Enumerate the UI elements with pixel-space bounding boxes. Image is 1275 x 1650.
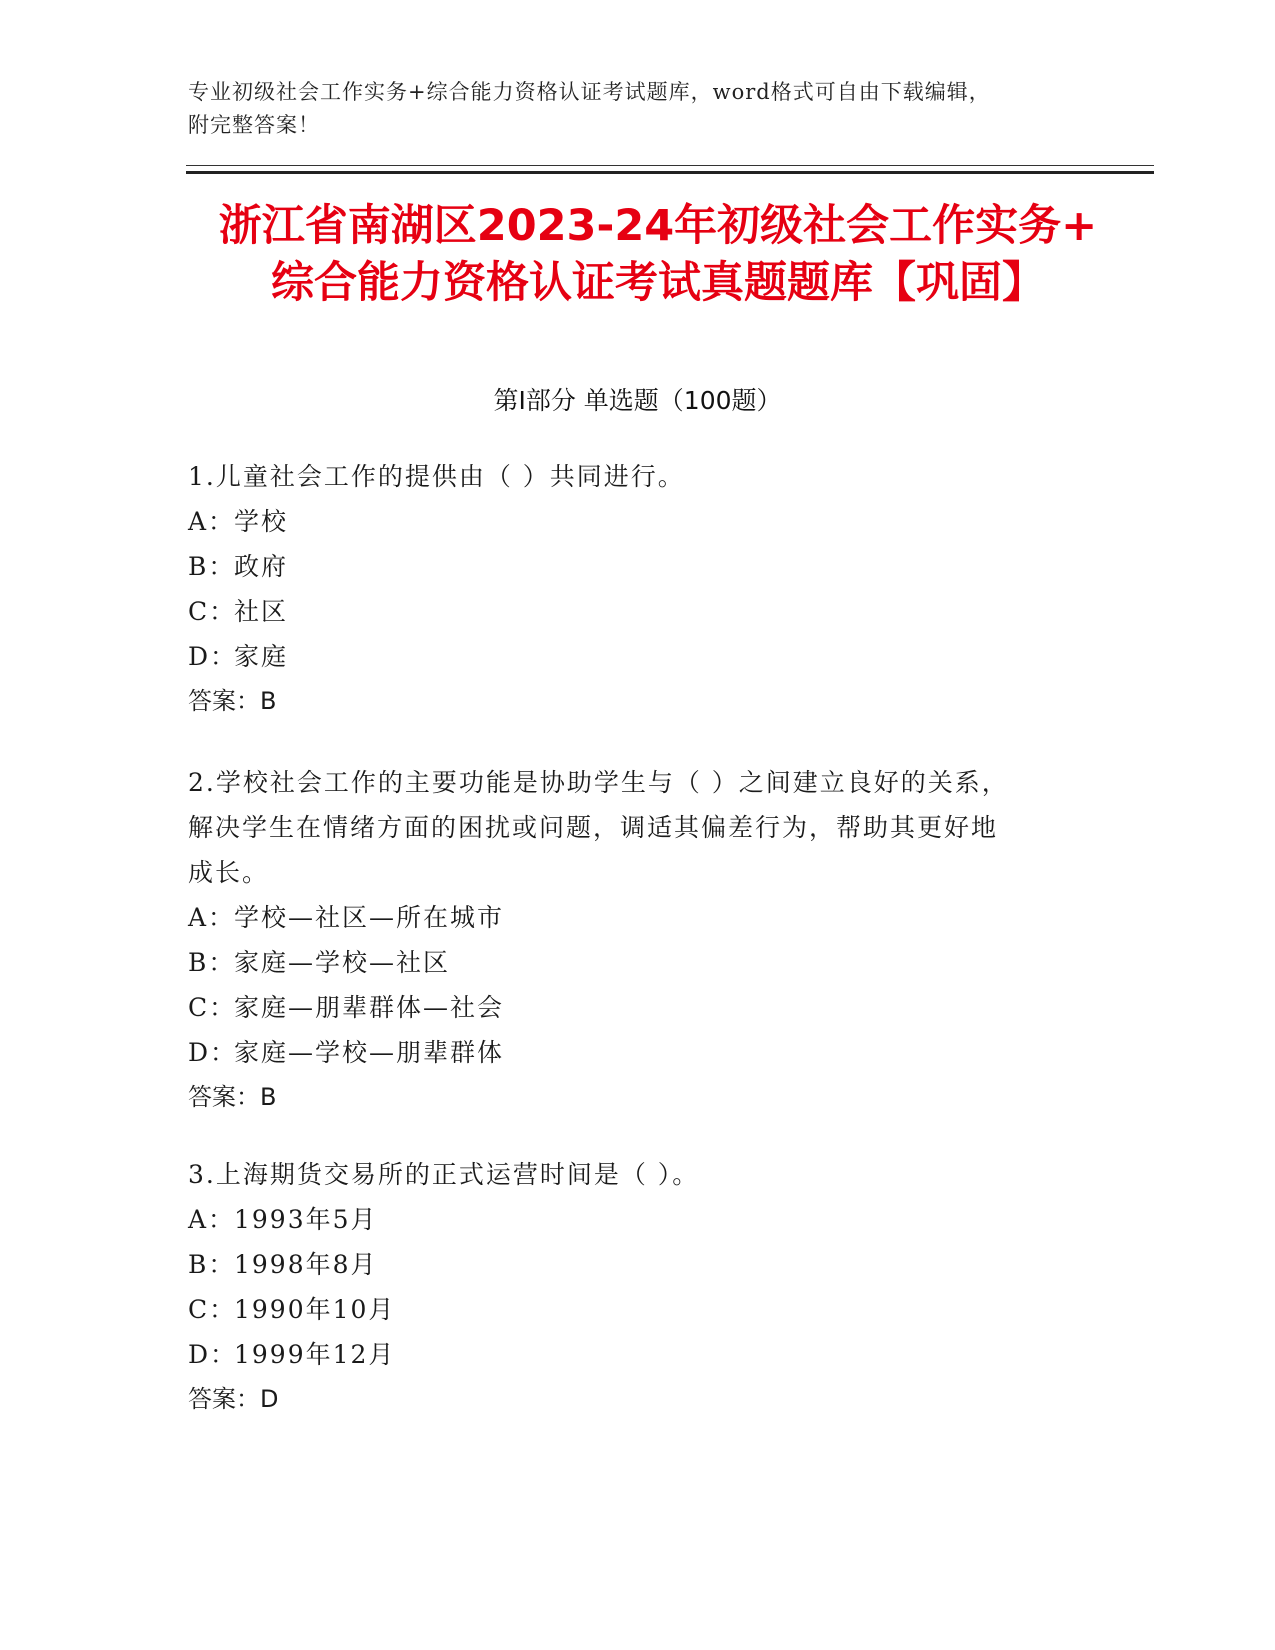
header-note-line1: 专业初级社会工作实务+综合能力资格认证考试题库，word格式可自由下载编辑， xyxy=(188,80,991,104)
option-text: 家庭 xyxy=(234,642,289,671)
option-key: D： xyxy=(188,642,238,671)
question-1 xyxy=(188,454,1068,724)
header-note-line2: 附完整答案！ xyxy=(188,113,320,137)
option-a xyxy=(188,895,1068,940)
option-b xyxy=(188,940,1068,985)
option-text: 学校—社区—所在城市 xyxy=(234,903,505,932)
option-c xyxy=(188,589,1068,634)
option-text: 1990年10月 xyxy=(234,1295,396,1324)
question-3 xyxy=(188,1152,1068,1422)
option-a xyxy=(188,499,1068,544)
answer-text: 答案：D xyxy=(188,1385,279,1413)
option-c xyxy=(188,1287,1068,1332)
option-key: A： xyxy=(188,1205,236,1234)
option-text: 政府 xyxy=(234,552,289,581)
option-key: C： xyxy=(188,1295,237,1324)
header-divider-thin xyxy=(186,165,1154,166)
option-b xyxy=(188,544,1068,589)
question-stem-line2: 解决学生在情绪方面的困扰或问题，调适其偏差行为，帮助其更好地 xyxy=(188,813,999,842)
option-d xyxy=(188,1030,1068,1075)
option-key: B： xyxy=(188,1250,236,1279)
question-stem-line3: 成长。 xyxy=(188,858,270,887)
document-title-line2: 综合能力资格认证考试真题题库【巩固】 xyxy=(271,258,1045,308)
option-a xyxy=(188,1197,1068,1242)
option-d xyxy=(188,1332,1068,1377)
answer-text: 答案：B xyxy=(188,1083,277,1111)
header-divider-thick xyxy=(186,171,1154,174)
option-key: C： xyxy=(188,597,237,626)
option-b xyxy=(188,1242,1068,1287)
option-d xyxy=(188,634,1068,679)
document-title xyxy=(188,198,1128,312)
option-key: A： xyxy=(188,507,236,536)
question-stem: 3.上海期货交易所的正式运营时间是（ ）。 xyxy=(188,1160,700,1189)
question-stem: 1.儿童社会工作的提供由（ ）共同进行。 xyxy=(188,462,685,491)
option-key: D： xyxy=(188,1340,238,1369)
option-text: 学校 xyxy=(234,507,289,536)
option-key: D： xyxy=(188,1038,238,1067)
option-key: A： xyxy=(188,903,236,932)
section-heading: 第Ⅰ部分 单选题（100题） xyxy=(493,386,782,415)
option-key: C： xyxy=(188,993,237,1022)
question-stem-line1: 2.学校社会工作的主要功能是协助学生与（ ）之间建立良好的关系， xyxy=(188,768,1009,797)
option-text: 社区 xyxy=(234,597,289,626)
option-key: B： xyxy=(188,552,236,581)
option-text: 家庭—学校—社区 xyxy=(234,948,451,977)
question-2 xyxy=(188,760,1068,1120)
document-title-line1: 浙江省南湖区2023-24年初级社会工作实务+ xyxy=(218,201,1098,251)
option-text: 1993年5月 xyxy=(234,1205,378,1234)
option-text: 1998年8月 xyxy=(234,1250,378,1279)
option-text: 家庭—朋辈群体—社会 xyxy=(234,993,505,1022)
header-note xyxy=(188,76,1088,142)
answer-text: 答案：B xyxy=(188,687,277,715)
option-c xyxy=(188,985,1068,1030)
option-text: 家庭—学校—朋辈群体 xyxy=(234,1038,505,1067)
option-key: B： xyxy=(188,948,236,977)
option-text: 1999年12月 xyxy=(234,1340,396,1369)
